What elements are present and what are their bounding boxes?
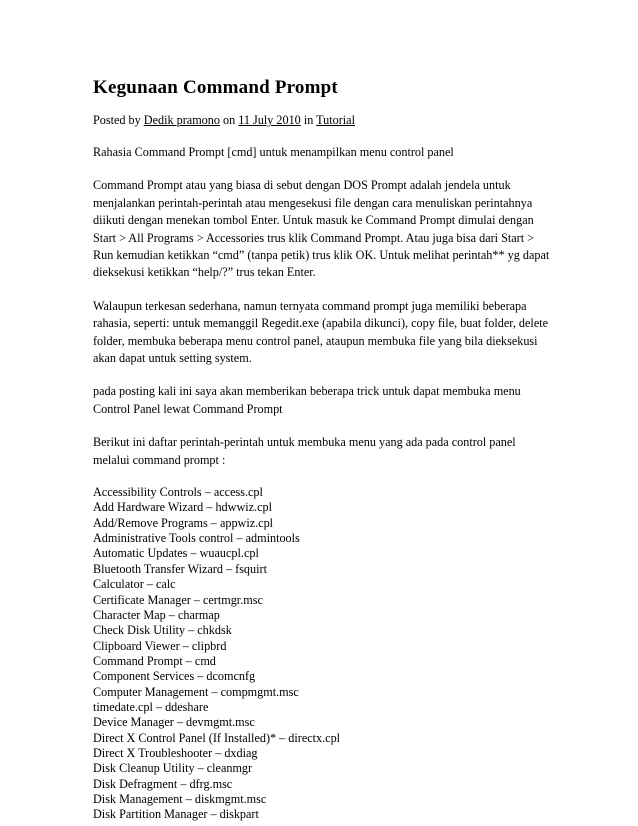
list-item: Accessibility Controls – access.cpl	[93, 485, 263, 500]
list-item: Check Disk Utility – chkdsk	[93, 623, 232, 638]
paragraph: Walaupun terkesan sederhana, namun ternyata command prompt juga memiliki beberapa rahasia, seperti: untuk memanggil Regedit.exe (apabila dikunci), copy file, buat folder, delete folder, membuka beberapa menu control panel, ataupun membuka file yang bila dieksekusi akan dapat untuk setting system.	[93, 298, 549, 366]
list-item: Command Prompt – cmd	[93, 653, 216, 668]
paragraph: Berikut ini daftar perintah-perintah untuk membuka menu yang ada pada control panel melalui command prompt :	[93, 435, 516, 467]
list-item: Calculator – calc	[93, 577, 176, 592]
category-link[interactable]: Tutorial	[316, 113, 355, 127]
list-item: Certificate Manager – certmgr.msc	[93, 592, 263, 607]
on-label: on	[219, 113, 239, 127]
list-item: Component Services – dcomcnfg	[93, 669, 256, 684]
paragraph: pada posting kali ini saya akan memberikan beberapa trick untuk dapat membuka menu Control Panel lewat Command Prompt	[93, 384, 521, 416]
list-item: Character Map – charmap	[93, 607, 220, 622]
list-item: Disk Management – diskmgmt.msc	[93, 791, 267, 806]
post-meta	[93, 112, 553, 128]
list-item: Administrative Tools control – admintools	[93, 531, 300, 546]
list-item: Device Manager – devmgmt.msc	[93, 715, 255, 730]
list-item: Automatic Updates – wuaucpl.cpl	[93, 546, 259, 561]
command-list	[93, 485, 553, 823]
list-item: timedate.cpl – ddeshare	[93, 699, 209, 714]
list-item: Add Hardware Wizard – hdwwiz.cpl	[93, 500, 272, 515]
posted-by-label: Posted by	[93, 113, 144, 127]
in-label: in	[300, 113, 317, 127]
list-item: Direct X Troubleshooter – dxdiag	[93, 745, 258, 760]
list-item: Direct X Control Panel (If Installed)* – directx.cpl	[93, 730, 341, 745]
intro-heading-paragraph: Rahasia Command Prompt [cmd] untuk menampilkan menu control panel	[93, 145, 454, 159]
list-item: Disk Cleanup Utility – cleanmgr	[93, 761, 253, 776]
paragraph: Command Prompt atau yang biasa di sebut dengan DOS Prompt adalah jendela untuk menjalankan perintah-perintah atau mengesekusi file dengan cara menuliskan perintahnya diikuti dengan menekan tombol Enter. Untuk masuk ke Command Prompt dimulai dengan Start > All Programs > Accessories trus klik Command Prompt. Atau juga bisa dari Start > Run kemudian ketikkan “cmd” (tanpa petik) trus klik OK. Untuk melihat perintah** yg dapat dieksekusi ketikkan “help/?” trus tekan Enter.	[93, 178, 550, 280]
date-link[interactable]: 11 July 2010	[238, 113, 301, 127]
document-page	[93, 76, 553, 823]
list-item: Bluetooth Transfer Wizard – fsquirt	[93, 561, 267, 576]
author-link[interactable]: Dedik pramono	[143, 113, 220, 127]
list-item: Clipboard Viewer – clipbrd	[93, 638, 227, 653]
list-item: Add/Remove Programs – appwiz.cpl	[93, 515, 274, 530]
list-item: Disk Defragment – dfrg.msc	[93, 776, 233, 791]
page-title: Kegunaan Command Prompt	[93, 77, 338, 98]
list-item: Disk Partition Manager – diskpart	[93, 807, 259, 822]
list-item: Computer Management – compmgmt.msc	[93, 684, 299, 699]
